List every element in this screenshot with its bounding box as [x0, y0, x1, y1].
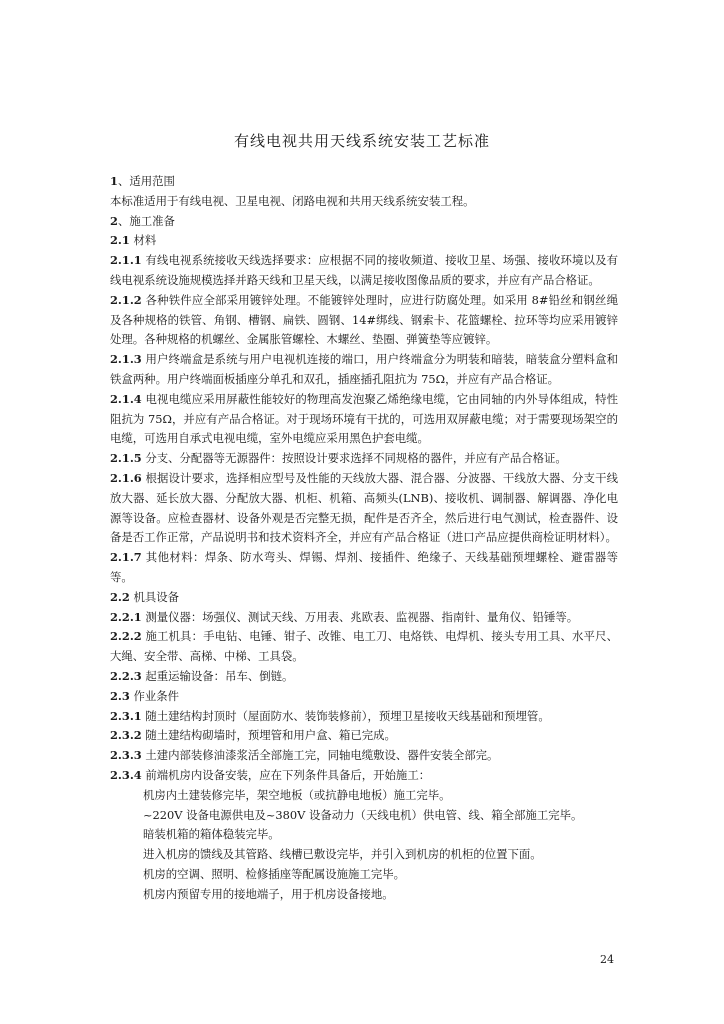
- paragraph-text: 其他材料：焊条、防水弯头、焊锡、焊剂、接插件、绝缘子、天线基础预埋螺栓、避雷器等等。: [110, 550, 618, 584]
- document-title: 有线电视共用天线系统安装工艺标准: [233, 132, 490, 150]
- paragraph: [110, 469, 618, 548]
- indented-item: 进入机房的馈线及其管路、线槽已敷设完毕，并引入到机房的机柜的位置下面。: [143, 847, 542, 862]
- section-number: 2.1.1: [110, 253, 142, 268]
- indented-item: 机房的空调、照明、检修插座等配属设施施工完毕。: [143, 866, 405, 881]
- indented-item: 机房内预留专用的接地端子，用于机房设备接地。: [143, 886, 394, 901]
- paragraph-text: 各种铁件应全部采用镀锌处理。不能镀锌处理时，应进行防腐处理。如采用 8#铅丝和钢丝绳及各种规格的铁管、角钢、槽钢、扁铁、圆钢、14#绑线、钢索卡、花篮螺栓、拉环等均应采用镀锌处理。各种规格的机螺丝、金属胀管螺栓、木螺丝、垫圈、弹簧垫等应镀锌。: [110, 292, 618, 347]
- paragraph: [110, 350, 618, 390]
- section-number: 1: [110, 174, 118, 188]
- section-number: 2.3.3: [110, 748, 142, 763]
- paragraph: [110, 687, 618, 707]
- paragraph: [110, 667, 618, 687]
- paragraph-text: 机具设备: [129, 589, 180, 604]
- section-number: 2.3: [110, 688, 130, 703]
- section-number: 2.3.1: [110, 708, 142, 723]
- paragraph-text: 土建内部装修油漆浆活全部施工完，同轴电缆敷设、器件安装全部完。: [141, 748, 499, 763]
- section-number: 2.1.7: [110, 550, 142, 565]
- paragraph-text: 测量仪器：场强仪、测试天线、万用表、兆欧表、监视器、指南针、量角仪、铅锤等。: [141, 609, 579, 624]
- paragraph-text: 有线电视系统接收天线选择要求：应根据不同的接收频道、接收卫星、场强、接收环境以及有线电视系统设施规模选择并路天线和卫星天线，以满足接收图像品质的要求，并应有产品合格证。: [110, 253, 618, 287]
- paragraph: [110, 172, 618, 192]
- paragraph-text: 前端机房内设备安装，应在下列条件具备后，开始施工：: [141, 767, 431, 782]
- paragraph-text: 随土建结构封顶时（屋面防水、装饰装修前），预埋卫星接收天线基础和预埋管。: [141, 708, 550, 723]
- section-number: 2.3.4: [110, 767, 142, 782]
- section-number: 2.1: [110, 233, 130, 248]
- section-number: 2.1.4: [110, 391, 142, 406]
- paragraph-text: 电视电缆应采用屏蔽性能较好的物理高发泡聚乙烯绝缘电缆，它由同轴的内外导体组成，特性阻抗为 75Ω，并应有产品合格证。对于现场环境有干扰的，可选用双屏蔽电缆；对于需要现场架空的电缆，可选用自承式电视电缆，室外电缆应采用黑色护套电缆。: [110, 391, 618, 446]
- paragraph: [110, 390, 618, 449]
- paragraph: [110, 192, 618, 212]
- paragraph: [110, 627, 618, 667]
- paragraph: [110, 251, 618, 291]
- paragraph: [110, 231, 618, 251]
- paragraph-text: 本标准适用于有线电视、卫星电视、闭路电视和共用天线系统安装工程。: [110, 193, 475, 208]
- paragraph-text: 、施工准备: [117, 213, 175, 228]
- page-number: 24: [600, 953, 614, 966]
- paragraph: [110, 766, 618, 786]
- paragraph-text: 用户终端盒是系统与用户电视机连接的端口，用户终端盒分为明装和暗装，暗装盒分塑料盒和铁盒两种。用户终端面板插座分单孔和双孔，插座插孔阻抗为 75Ω，并应有产品合格证。: [110, 352, 618, 386]
- paragraph: [110, 291, 618, 350]
- document-body: [110, 172, 618, 904]
- section-number: 2.2.1: [110, 609, 142, 624]
- paragraph: [110, 707, 618, 727]
- indented-list: [110, 786, 618, 905]
- paragraph-text: 随土建结构砌墙时，预埋管和用户盒、箱已完成。: [141, 728, 396, 743]
- paragraph-text: 分支、分配器等无源器件：按照设计要求选择不同规格的器件，并应有产品合格证。: [141, 451, 567, 466]
- indented-item: 机房内土建装修完毕，架空地板（或抗静电地板）施工完毕。: [143, 787, 451, 802]
- paragraph: [110, 588, 618, 608]
- section-number: 2.1.6: [110, 470, 142, 485]
- paragraph: [110, 449, 618, 469]
- paragraph-text: 作业条件: [129, 688, 180, 703]
- indented-item: ~220V 设备电源供电及~380V 设备动力（天线电机）供电管、线、箱全部施工完毕。: [143, 807, 583, 822]
- paragraph-text: 材料: [129, 233, 157, 248]
- section-number: 2.2: [110, 589, 130, 604]
- section-number: 2: [110, 213, 118, 228]
- paragraph-text: 根据设计要求，选择相应型号及性能的天线放大器、混合器、分波器、干线放大器、分支干线放大器、延长放大器、分配放大器、机柜、机箱、高频头(LNB)、接收机、调制器、解调器、净化电源等设备。应检查器材、设备外观是否完整无损，配件是否齐全，然后进行电气测试，检查器件、设备是否工作正常，产品说明书和技术资料齐全，并应有产品合格证（进口产品应提供商检证明材料）。: [110, 470, 618, 545]
- paragraph: [110, 548, 618, 588]
- indented-item: 暗装机箱的箱体稳装完毕。: [143, 827, 280, 842]
- paragraph: [110, 212, 618, 232]
- paragraph-list: [110, 172, 618, 786]
- section-number: 2.2.2: [110, 629, 142, 644]
- paragraph: [110, 726, 618, 746]
- paragraph-text: 、适用范围: [117, 174, 175, 188]
- paragraph-text: 起重运输设备：吊车、倒链。: [141, 668, 294, 683]
- paragraph-text: 施工机具：手电钻、电锤、钳子、改锥、电工刀、电烙铁、电焊机、接头专用工具、水平尺、大绳、安全带、高梯、中梯、工具袋。: [110, 629, 618, 664]
- section-number: 2.2.3: [110, 668, 142, 683]
- paragraph: [110, 608, 618, 628]
- section-number: 2.3.2: [110, 728, 142, 743]
- section-number: 2.1.5: [110, 451, 142, 466]
- section-number: 2.1.2: [110, 292, 142, 307]
- section-number: 2.1.3: [110, 352, 142, 367]
- paragraph: [110, 746, 618, 766]
